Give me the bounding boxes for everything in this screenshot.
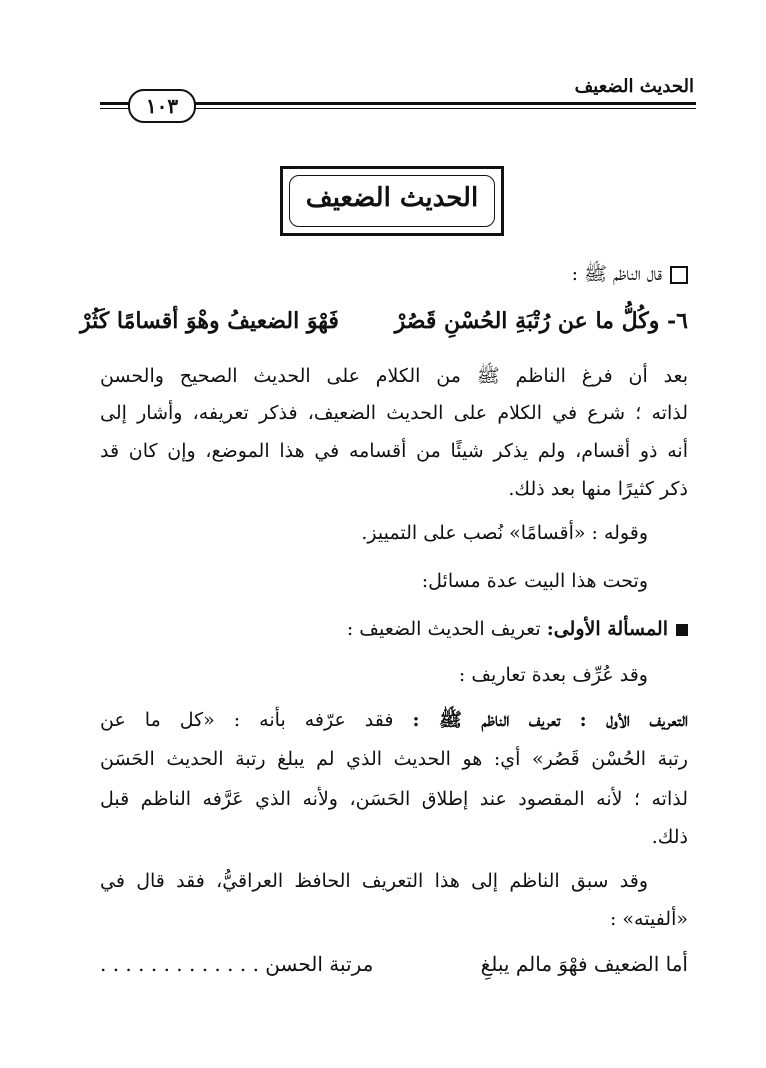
para2: وقوله : «أقسامًا» نُصب على التمييز. bbox=[361, 522, 648, 544]
section-text: تعريف الحديث الضعيف : bbox=[346, 618, 541, 640]
para1-line-3: أنه ذو أقسام، ولم يذكر شيئًا من أقسامه في هذا الموضع، وإن كان قد bbox=[100, 440, 688, 462]
filled-square-icon bbox=[676, 624, 688, 636]
para1-line-4: ذكر كثيرًا منها بعد ذلك. bbox=[508, 478, 688, 500]
poem-second-hemistich: مرتبة الحسن . . . . . . . . . . . . . bbox=[100, 952, 374, 976]
verse-number: ٦- bbox=[667, 308, 688, 334]
chapter-title-frame bbox=[280, 166, 504, 236]
para5-line-1: وقد سبق الناظم إلى هذا التعريف الحافظ العراقيُّ، فقد قال في bbox=[100, 870, 648, 892]
section-label: المسألة الأولى: bbox=[546, 618, 668, 640]
intro-text: قال الناظم ﷺ : bbox=[571, 263, 662, 285]
para5-line-2: «ألفيته» : bbox=[609, 908, 688, 930]
verse-first-text: وكُلُّ ما عن رُتْبَةِ الحُسْنِ قَصُرْ bbox=[394, 308, 660, 334]
section-heading bbox=[347, 618, 688, 640]
intro-line bbox=[572, 262, 688, 290]
verse-first-hemistich bbox=[395, 308, 688, 334]
verse-second-hemistich: فَهْوَ الضعيفُ وهْوَ أقسامًا كَثُرْ bbox=[80, 308, 339, 334]
poem-first-hemistich: أما الضعيف فهْوَ مالم يبلغِ bbox=[480, 952, 688, 976]
def1-line-4: ذلك. bbox=[651, 826, 688, 848]
def1-label: التعريف الأول : تعريف الناظم ﷺ : bbox=[412, 709, 688, 731]
def1-line-3: لذاته ؛ لأنه المقصود عند إطلاق الحَسَن، ولأنه الذي عَرَّفه الناظم قبل bbox=[100, 788, 688, 810]
def1-line-2: رتبة الحُسْن قَصُر» أي: هو الحديث الذي لم يبلغ رتبة الحديث الحَسَن bbox=[100, 748, 688, 770]
outline-square-icon bbox=[670, 266, 688, 284]
para1-line-1: بعد أن فرغ الناظم ﷺ من الكلام على الحديث الصحيح والحسن bbox=[100, 365, 688, 387]
para1-line-2: لذاته ؛ شرع في الكلام على الحديث الضعيف، فذكر تعريفه، وأشار إلى bbox=[100, 402, 688, 424]
def1-line-1 bbox=[100, 708, 688, 736]
para4: وقد عُرِّف بعدة تعاريف : bbox=[458, 664, 648, 686]
chapter-title: الحديث الضعيف bbox=[305, 183, 479, 213]
para3: وتحت هذا البيت عدة مسائل: bbox=[421, 570, 648, 592]
def1-line-1-text: فقد عرّفه بأنه : «كل ما عن bbox=[100, 709, 394, 731]
page-number: ١٠٣ bbox=[128, 89, 196, 123]
running-title: الحديث الضعيف bbox=[574, 76, 694, 97]
